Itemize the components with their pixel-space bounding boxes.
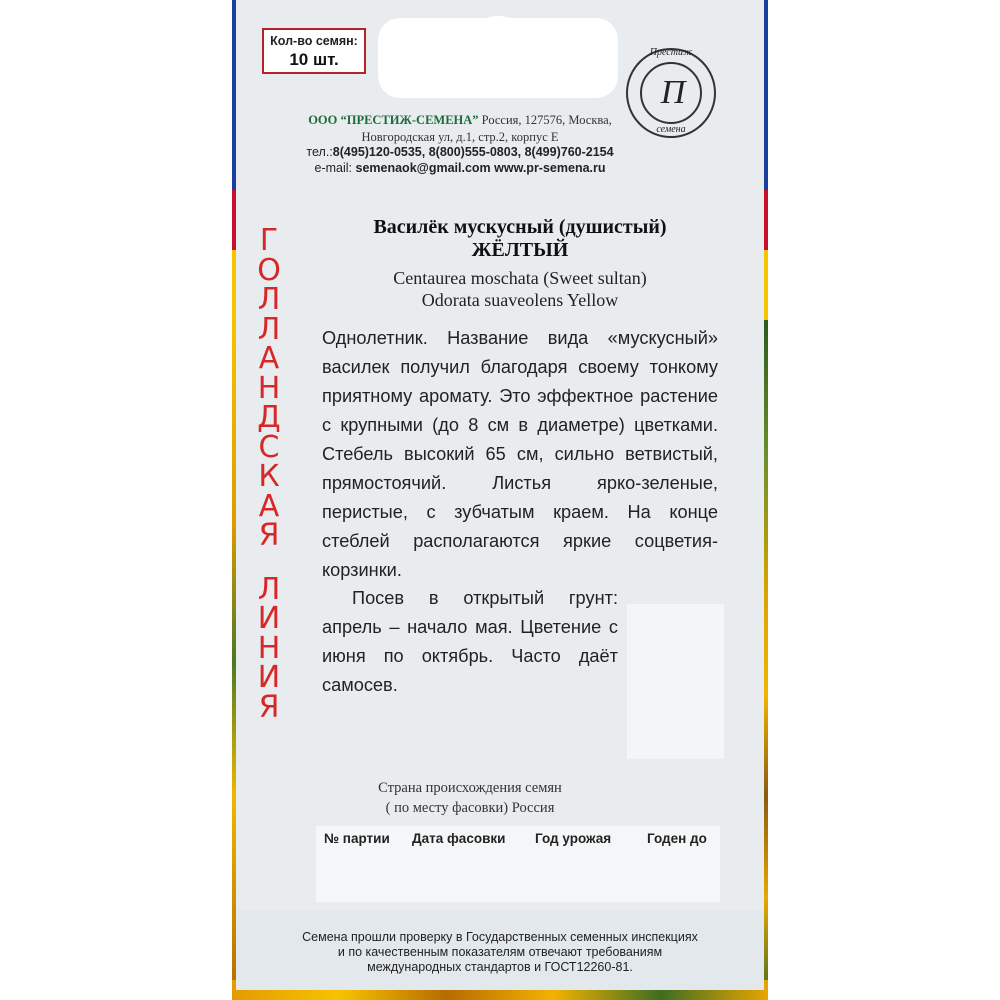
logo-top-text: Престиж — [649, 47, 693, 58]
logo-bottom-text: семена — [656, 124, 686, 135]
phones-label: тел.: — [306, 145, 333, 159]
company-address — [250, 112, 670, 146]
vertical-title-letter: Л — [257, 571, 281, 607]
pack-date-header: Дата фасовки — [412, 831, 506, 846]
sowing-text: Посев в открытый грунт: апрель – начало мая. Цветение с июня по октябрь. Часто даёт самосев. — [322, 588, 618, 695]
vertical-title-letter: Л — [257, 311, 281, 347]
vertical-title-letter: А — [258, 488, 280, 524]
latin-name-line2: Odorata suaveolens Yellow — [421, 290, 619, 310]
vertical-title-letter: Г — [259, 223, 279, 258]
harvest-year-header: Год урожая — [535, 831, 612, 846]
expiry-date-header: Годен до — [647, 831, 707, 846]
company-address-line1: Россия, 127576, Москва, — [481, 113, 612, 127]
latin-name — [300, 267, 740, 311]
vertical-word-1 — [252, 223, 286, 553]
footer-line3: международных стандартов и ГОСТ12260-81. — [367, 960, 633, 974]
vertical-title-letter: И — [257, 601, 281, 636]
vertical-title-letter: И — [257, 660, 281, 695]
product-title — [300, 216, 740, 262]
product-title-line2: ЖЁЛТЫЙ — [471, 239, 569, 261]
description-text: Однолетник. Название вида «мускусный» василек получил благодаря своему тонкому приятному аромату. Это эффектное растение с крупными (до 8 см в диаметре) цветками. Стебель высокий 65 см, сильно ветвистый, прямостоячий. Листья ярко-зеленые, перистые, с зубчатым краем. На конце стеблей располагаются яркие соцветия-корзинки. — [322, 328, 718, 580]
vertical-title-letter: О — [257, 252, 281, 288]
logo-letter: П — [660, 74, 686, 111]
company-address-line2: Новгородская ул, д.1, стр.2, корпус Е — [361, 130, 559, 144]
vertical-title-letter: К — [258, 459, 280, 494]
seed-count-value: 10 шт. — [289, 50, 339, 69]
vertical-title-letter: А — [258, 341, 280, 376]
vertical-title-letter: Л — [257, 282, 281, 317]
origin-country — [330, 778, 610, 818]
email-web: semenaok@gmail.com www.pr-semena.ru — [355, 161, 606, 175]
origin-line2: ( по месту фасовки) Россия — [385, 800, 555, 816]
latin-name-line1: Centaurea moschata (Sweet sultan) — [393, 268, 647, 288]
vertical-title-letter: Н — [257, 630, 281, 666]
product-title-line1: Василёк мускусный (душистый) — [373, 216, 667, 238]
footer-line2: и по качественным показателям отвечают требованиям — [337, 945, 663, 959]
origin-line1: Страна происхождения семян — [378, 780, 562, 796]
company-name: ООО “ПРЕСТИЖ-СЕМЕНА” — [308, 113, 479, 127]
company-contacts — [250, 144, 670, 176]
vertical-word-2 — [252, 571, 286, 725]
seed-count-box — [262, 28, 366, 74]
footer-line1: Семена прошли проверку в Государственных семенных инспекциях — [302, 930, 698, 944]
lot-number-header: № партии — [324, 831, 390, 846]
vertical-title-letter: Н — [257, 370, 281, 406]
sowing-info — [322, 584, 618, 700]
vertical-title-letter: Д — [257, 400, 281, 435]
vertical-title-letter: С — [258, 429, 280, 465]
vertical-series-title — [252, 223, 286, 806]
lot-info-table — [316, 826, 720, 902]
phones-list: 8(495)120-0535, 8(800)555-0803, 8(499)760-2154 — [332, 145, 614, 159]
email-label: e-mail: — [314, 161, 353, 175]
vertical-title-letter: Я — [258, 518, 280, 553]
blank-sticker-area — [627, 604, 724, 759]
certification-note — [270, 930, 730, 975]
product-description — [322, 324, 718, 585]
vertical-title-letter: Я — [258, 689, 280, 725]
seed-count-label: Кол-во семян: — [270, 34, 358, 48]
